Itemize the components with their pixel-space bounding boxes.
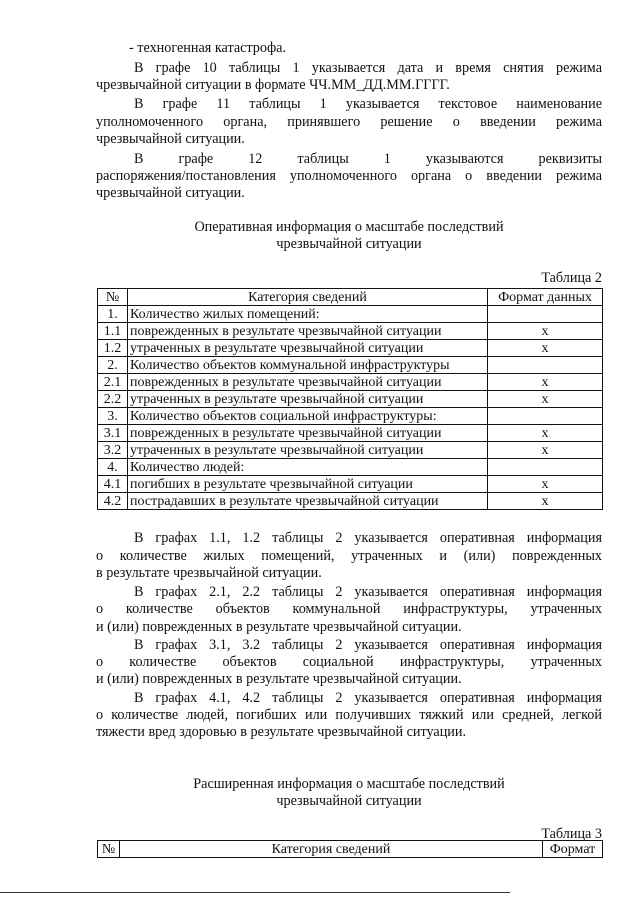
table-3 bbox=[97, 840, 603, 858]
text-line: чрезвычайной ситуации. bbox=[96, 131, 245, 147]
text-line: тяжести вред здоровью в результате чрезвычайной ситуации. bbox=[96, 724, 467, 740]
row-format: x bbox=[488, 442, 603, 459]
table-row bbox=[98, 425, 603, 442]
row-format: x bbox=[488, 391, 603, 408]
row-category: утраченных в результате чрезвычайной ситуации bbox=[128, 442, 488, 459]
row-num: 2. bbox=[98, 357, 128, 374]
table-row bbox=[98, 408, 603, 425]
text-line: уполномоченного органа, принявшего решение о введении режима bbox=[96, 114, 602, 130]
row-category: поврежденных в результате чрезвычайной ситуации bbox=[128, 425, 488, 442]
row-category: поврежденных в результате чрезвычайной ситуации bbox=[128, 323, 488, 340]
text-line: В графе 11 таблицы 1 указывается текстовое наименование bbox=[134, 96, 602, 112]
row-category: Количество объектов социальной инфраструктуры: bbox=[128, 408, 488, 425]
section-title: Оперативная информация о масштабе последствий bbox=[194, 219, 504, 235]
table-row bbox=[98, 306, 603, 323]
row-num: 1.1 bbox=[98, 323, 128, 340]
column-header-format: Формат bbox=[543, 841, 603, 858]
table-header-row bbox=[98, 841, 603, 858]
table-row bbox=[98, 357, 603, 374]
section-title: чрезвычайной ситуации bbox=[276, 793, 422, 809]
row-num: 4. bbox=[98, 459, 128, 476]
row-category: поврежденных в результате чрезвычайной ситуации bbox=[128, 374, 488, 391]
table-row bbox=[98, 374, 603, 391]
text-line: В графе 12 таблицы 1 указываются реквизиты bbox=[134, 151, 602, 167]
table-row bbox=[98, 476, 603, 493]
section-title: Расширенная информация о масштабе последствий bbox=[193, 776, 505, 792]
row-category: утраченных в результате чрезвычайной ситуации bbox=[128, 391, 488, 408]
row-format: x bbox=[488, 340, 603, 357]
row-category: Количество объектов коммунальной инфраструктуры bbox=[128, 357, 488, 374]
row-num: 4.2 bbox=[98, 493, 128, 510]
row-format bbox=[488, 357, 603, 374]
row-format bbox=[488, 408, 603, 425]
table-row bbox=[98, 493, 603, 510]
text-line: о количестве жилых помещений, утраченных и (или) поврежденных bbox=[96, 548, 602, 564]
text-line: чрезвычайной ситуации. bbox=[96, 185, 245, 201]
table-2 bbox=[97, 288, 603, 510]
row-format: x bbox=[488, 323, 603, 340]
column-header-category: Категория сведений bbox=[128, 289, 488, 306]
table-row bbox=[98, 442, 603, 459]
table-header-row bbox=[98, 289, 603, 306]
table-row bbox=[98, 459, 603, 476]
row-format bbox=[488, 459, 603, 476]
column-header-category: Категория сведений bbox=[120, 841, 543, 858]
row-format: x bbox=[488, 374, 603, 391]
text-line: В графе 10 таблицы 1 указывается дата и время снятия режима bbox=[134, 60, 602, 76]
row-num: 4.1 bbox=[98, 476, 128, 493]
row-format: x bbox=[488, 425, 603, 442]
row-num: 3. bbox=[98, 408, 128, 425]
row-num: 1.2 bbox=[98, 340, 128, 357]
row-num: 3.1 bbox=[98, 425, 128, 442]
row-format bbox=[488, 306, 603, 323]
text-line: - техногенная катастрофа. bbox=[129, 40, 287, 56]
column-header-num: № bbox=[98, 841, 120, 858]
row-num: 2.1 bbox=[98, 374, 128, 391]
text-line: и (или) поврежденных в результате чрезвычайной ситуации. bbox=[96, 619, 462, 635]
text-line: о количестве объектов социальной инфраструктуры, утраченных bbox=[96, 654, 602, 670]
text-line: о количестве людей, погибших или получивших тяжкий или средней, легкой bbox=[96, 707, 602, 723]
text-line: В графах 3.1, 3.2 таблицы 2 указывается оперативная информация bbox=[134, 637, 602, 653]
column-header-format: Формат данных bbox=[488, 289, 603, 306]
footer-rule bbox=[0, 892, 510, 893]
row-category: Количество людей: bbox=[128, 459, 488, 476]
text-line: В графах 2.1, 2.2 таблицы 2 указывается оперативная информация bbox=[134, 584, 602, 600]
text-line: о количестве объектов коммунальной инфраструктуры, утраченных bbox=[96, 601, 602, 617]
row-category: погибших в результате чрезвычайной ситуации bbox=[128, 476, 488, 493]
row-format: x bbox=[488, 493, 603, 510]
text-line: В графах 4.1, 4.2 таблицы 2 указывается оперативная информация bbox=[134, 690, 602, 706]
text-line: чрезвычайной ситуации в формате ЧЧ.ММ_ДД.ММ.ГГГГ. bbox=[96, 77, 450, 93]
table-row bbox=[98, 340, 603, 357]
text-line: и (или) поврежденных в результате чрезвычайной ситуации. bbox=[96, 671, 462, 687]
row-category: Количество жилых помещений: bbox=[128, 306, 488, 323]
row-num: 3.2 bbox=[98, 442, 128, 459]
table-row bbox=[98, 391, 603, 408]
text-line: в результате чрезвычайной ситуации. bbox=[96, 565, 322, 581]
table-label: Таблица 3 bbox=[541, 826, 602, 842]
row-format: x bbox=[488, 476, 603, 493]
text-line: В графах 1.1, 1.2 таблицы 2 указывается оперативная информация bbox=[134, 530, 602, 546]
row-category: утраченных в результате чрезвычайной ситуации bbox=[128, 340, 488, 357]
table-row bbox=[98, 323, 603, 340]
column-header-num: № bbox=[98, 289, 128, 306]
row-category: пострадавших в результате чрезвычайной ситуации bbox=[128, 493, 488, 510]
table-label: Таблица 2 bbox=[541, 270, 602, 286]
text-line: распоряжения/постановления уполномоченного органа о введении режима bbox=[96, 168, 602, 184]
section-title: чрезвычайной ситуации bbox=[276, 236, 422, 252]
row-num: 2.2 bbox=[98, 391, 128, 408]
row-num: 1. bbox=[98, 306, 128, 323]
